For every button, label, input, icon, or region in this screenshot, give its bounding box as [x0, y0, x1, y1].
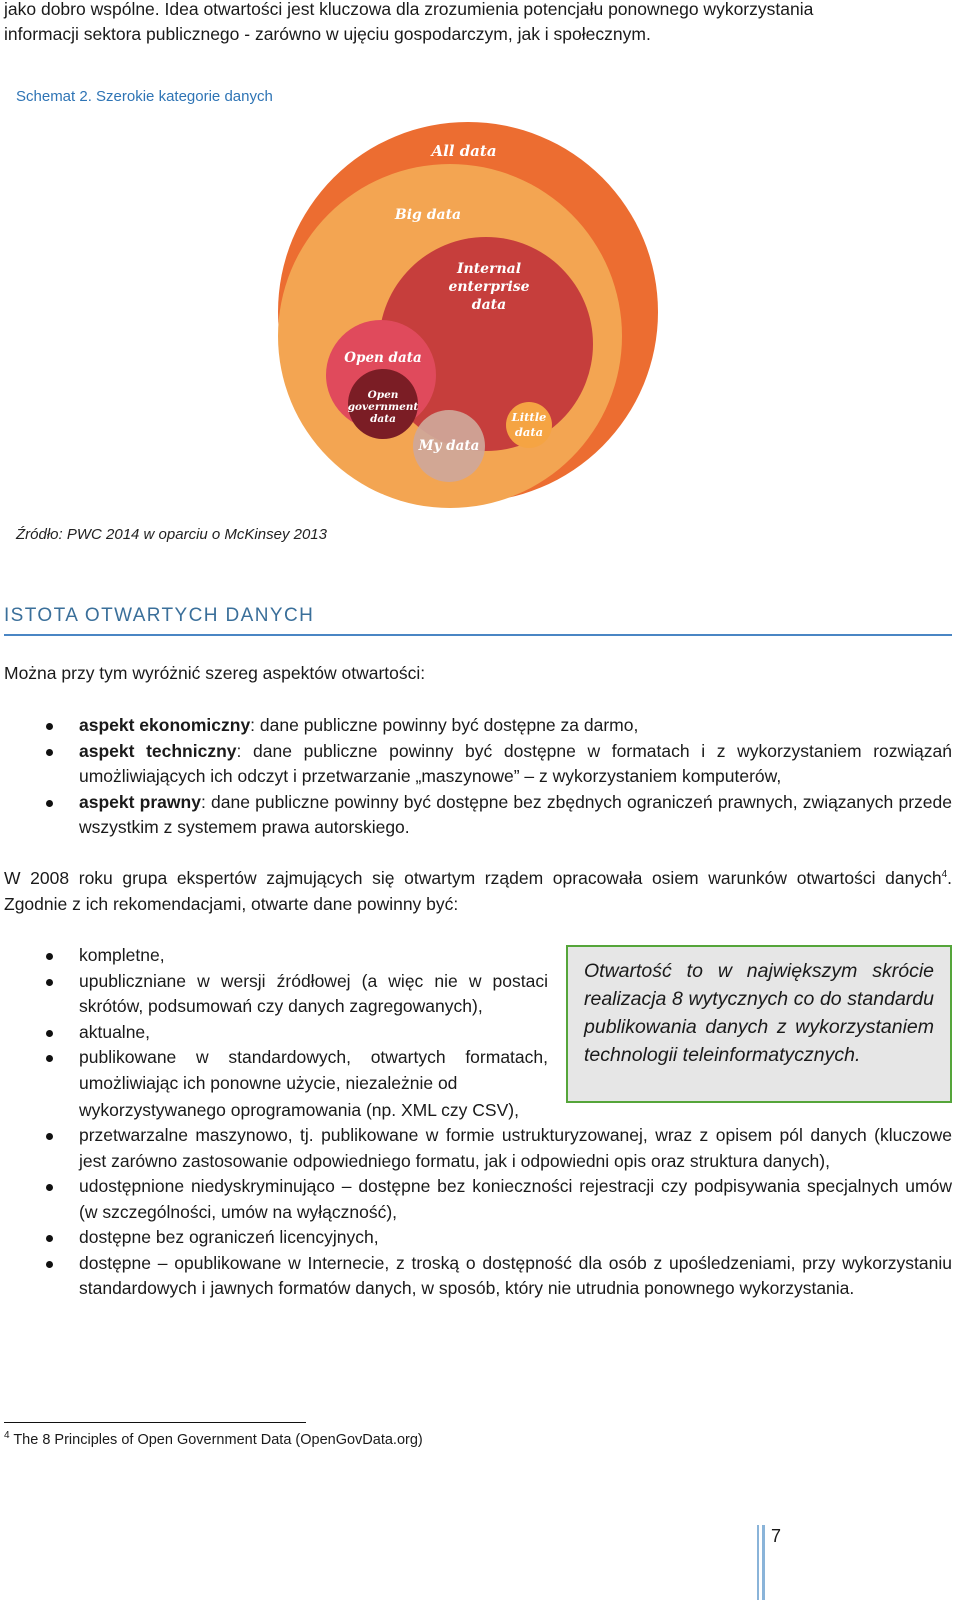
figure-source: Źródło: PWC 2014 w oparciu o McKinsey 2013 [16, 526, 327, 543]
condition-text: publikowane w standardowych, otwartych formatach, umożliwiając ich ponowne użycie, niezależnie od [79, 1047, 548, 1093]
page-number-bar [757, 1525, 759, 1600]
list-item [4, 713, 952, 739]
conditions-list-narrow [4, 943, 548, 1096]
label-ogd-2: government [347, 401, 419, 413]
aspect-text: : dane publiczne powinny być dostępne za darmo, [250, 715, 639, 735]
intro-line-1: jako dobro wspólne. Idea otwartości jest kluczowa dla zrozumienia potencjału ponownego wykorzystania [4, 0, 814, 19]
condition-text: kompletne, [79, 945, 165, 965]
footnote-text: The 8 Principles of Open Government Data (OpenGovData.org) [9, 1432, 423, 1448]
list-item [4, 1045, 548, 1096]
section-heading: ISTOTA OTWARTYCH DANYCH [4, 605, 315, 626]
principles-paragraph [4, 866, 952, 917]
callout-box: Otwartość to w największym skrócie realizacja 8 wytycznych co do standardu publikowania danych z wykorzystaniem technologii teleinformatycznych. [566, 945, 952, 1103]
bullet-icon [46, 1133, 53, 1140]
bullet-icon [46, 749, 53, 756]
principles-text-a: W 2008 roku grupa ekspertów zajmujących się otwartym rządem opracowała osiem warunków otwartości danych [4, 868, 942, 888]
list-item [4, 1225, 952, 1251]
list-item [4, 739, 952, 790]
aspect-term: aspekt techniczny [79, 740, 237, 761]
list-item [4, 943, 548, 969]
label-little-2: data [514, 425, 544, 439]
label-internal-2: enterprise [448, 279, 530, 295]
condition-text: udostępnione niedyskryminująco – dostępne bez konieczności rejestracji czy podpisywania specjalnych umów (w szczególności, umów na wyłączność), [79, 1176, 952, 1222]
condition-text: aktualne, [79, 1021, 151, 1042]
aspect-text: : dane publiczne powinny być dostępne bez zbędnych ograniczeń prawnych, związanych przede wszystkim z systemem prawa autorskiego. [79, 791, 952, 837]
list-item [4, 1020, 548, 1046]
bullet-icon [46, 979, 53, 986]
bullet-icon [46, 723, 53, 730]
bullet-icon [46, 1235, 53, 1242]
aspect-term: aspekt ekonomiczny [79, 715, 251, 735]
aspect-text: : dane publiczne powinny być dostępne w formatach i z wykorzystaniem rozwiązań umożliwiających ich odczyt i przetwarzanie „maszynowe” – z wykorzystaniem komputerów, [79, 740, 953, 786]
label-ogd-1: Open [367, 389, 399, 401]
label-all-data: All data [431, 142, 497, 160]
condition-text: dostępne bez ograniczeń licencyjnych, [79, 1227, 379, 1247]
bullet-icon [46, 953, 53, 960]
list-item [4, 969, 548, 1020]
condition-text: przetwarzalne maszynowo, tj. publikowane w formie ustrukturyzowanej, wraz z opisem pól danych (kluczowe jest zarówno zastosowanie odpowiedniego formatu, jak i odpowiedni opis oraz struktura danych), [79, 1125, 952, 1171]
bullet-icon [46, 1261, 53, 1268]
label-ogd-3: data [370, 413, 396, 425]
label-big-data: Big data [394, 207, 462, 223]
venn-svg [268, 120, 668, 520]
bullet-icon [46, 1055, 53, 1062]
page-number-bar [762, 1525, 765, 1600]
page-number: 7 [771, 1526, 782, 1546]
list-item [4, 790, 952, 841]
footnote-mark: 4 [4, 1430, 10, 1442]
label-open-data: Open data [344, 350, 422, 366]
aspects-list [4, 713, 952, 841]
condition-tail: wykorzystywanego oprogramowania (np. XML czy CSV), [79, 1100, 519, 1120]
aspects-lead: Można przy tym wyróżnić szereg aspektów otwartości: [4, 663, 426, 683]
label-internal-1: Internal [456, 261, 522, 277]
footnote [4, 1432, 423, 1448]
label-my-data: My data [418, 438, 480, 454]
label-internal-3: data [471, 297, 507, 313]
data-categories-diagram [268, 120, 668, 520]
figure-caption: Schemat 2. Szerokie kategorie danych [16, 88, 273, 105]
bullet-icon [46, 1184, 53, 1191]
condition-text: upubliczniane w wersji źródłowej (a więc nie w postaci skrótów, podsumowań czy danych zagregowanych), [79, 970, 548, 1016]
list-item [4, 1174, 952, 1225]
footnote-separator [4, 1422, 306, 1423]
condition-text: dostępne – opublikowane w Internecie, z troską o dostępność dla osób z upośledzeniami, przy wykorzystaniu standardowych i jawnych formatów danych, w sposób, który nie utrudnia ponownego wykorzystania. [79, 1252, 952, 1298]
footnote-ref[interactable]: 4 [941, 869, 948, 881]
intro-line-2: informacji sektora publicznego - zarówno w ujęciu gospodarczym, jak i społecznym. [4, 24, 651, 44]
aspect-term: aspekt prawny [79, 791, 201, 812]
bullet-icon [46, 800, 53, 807]
list-item [4, 1251, 952, 1302]
list-item [4, 1123, 952, 1174]
conditions-list-wide [4, 1123, 952, 1302]
bullet-icon [46, 1030, 53, 1037]
label-little-1: Little [511, 410, 547, 424]
principles-text-b: . Zgodnie z ich rekomendacjami, otwarte dane powinny być: [4, 868, 952, 914]
heading-underline [4, 634, 952, 636]
